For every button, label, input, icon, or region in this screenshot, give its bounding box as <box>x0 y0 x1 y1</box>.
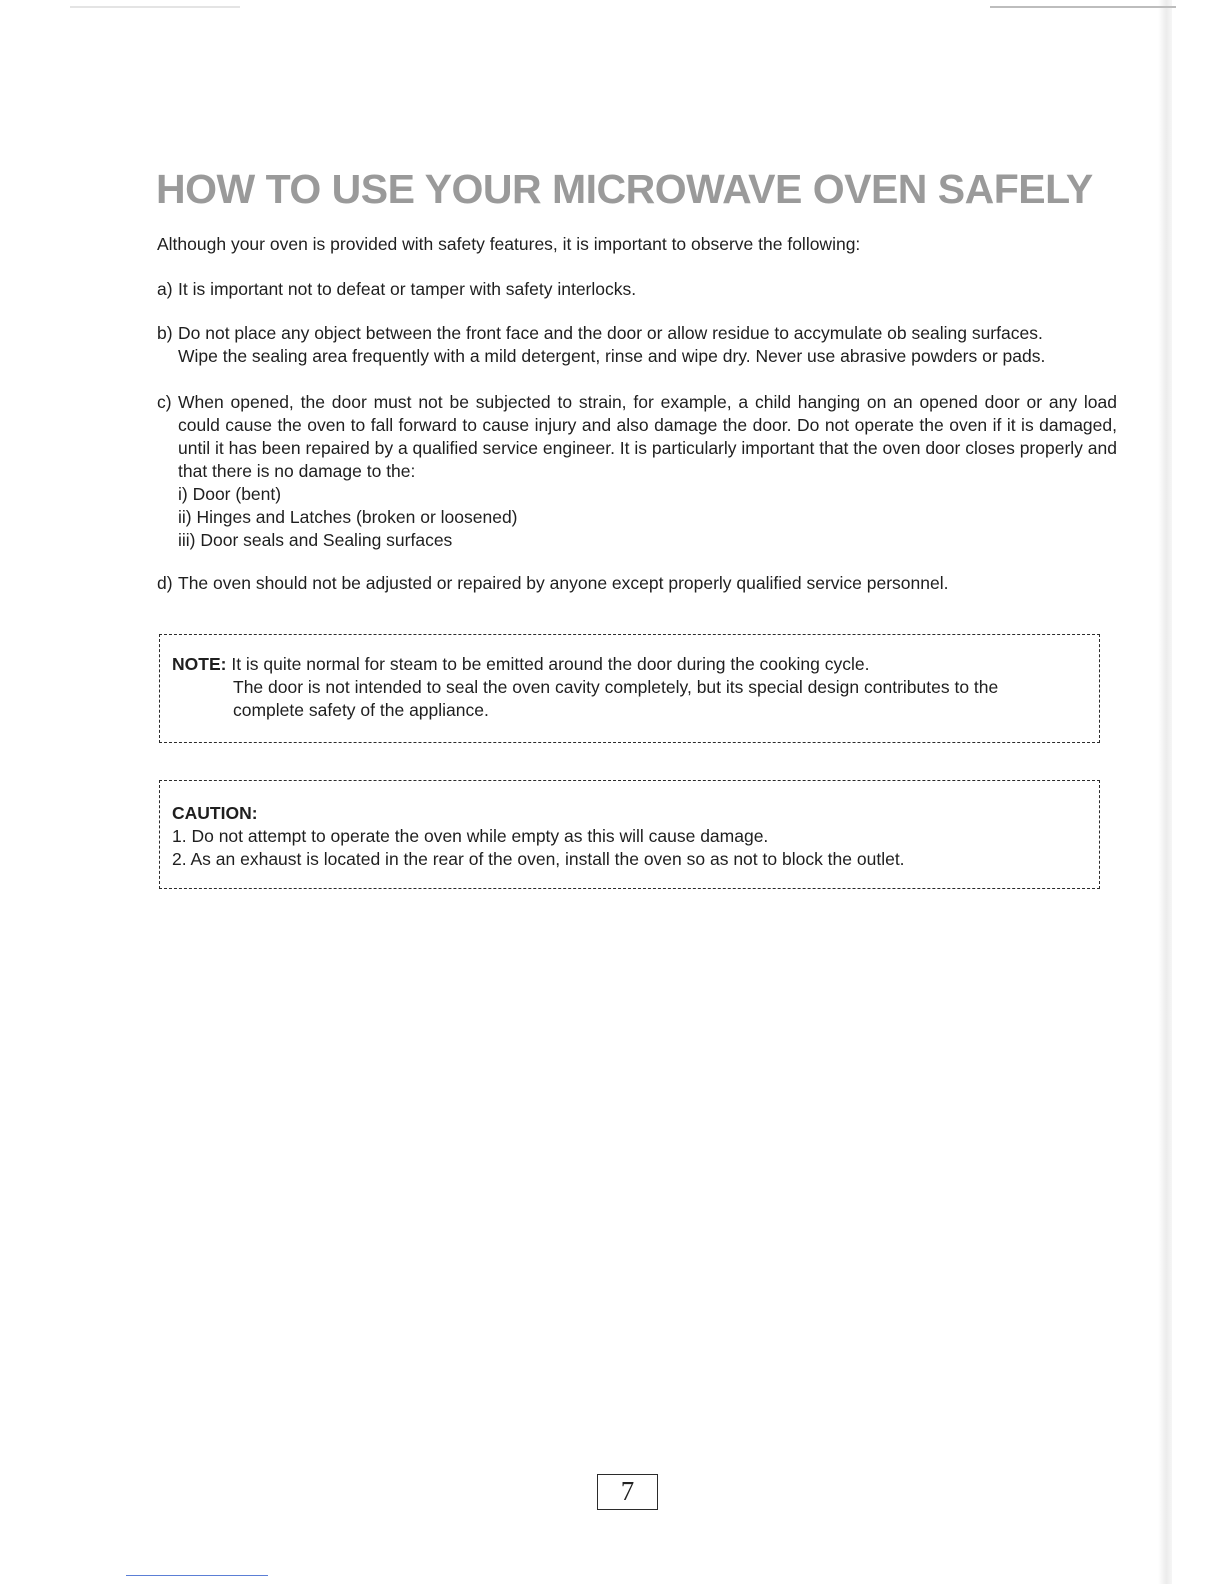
note-label: NOTE: <box>172 654 227 674</box>
caution-box <box>159 780 1100 889</box>
note-box <box>159 634 1100 743</box>
item-line: Wipe the sealing area frequently with a mild detergent, rinse and wipe dry. Never use abrasive powders or pads. <box>178 346 1046 366</box>
page-number: 7 <box>597 1474 658 1510</box>
caution-label: CAUTION: <box>172 803 258 823</box>
caution-item: 1. Do not attempt to operate the oven while empty as this will cause damage. <box>172 826 769 846</box>
caution-content <box>172 802 1079 871</box>
scan-artifact-line <box>70 6 240 8</box>
scan-shadow-edge <box>1158 0 1172 1584</box>
item-body <box>178 391 1117 552</box>
note-text: It is quite normal for steam to be emitted around the door during the cooking cycle. <box>231 654 870 674</box>
scan-artifact-line <box>990 6 1176 8</box>
note-content <box>172 653 1079 722</box>
safety-item-a <box>157 278 1117 301</box>
item-body <box>178 572 1117 595</box>
safety-item-d <box>157 572 1117 595</box>
note-continued-line: The door is not intended to seal the oven cavity completely, but its special design contributes to the <box>233 677 999 697</box>
item-marker: d) <box>157 573 173 593</box>
item-line: The oven should not be adjusted or repaired by anyone except properly qualified service personnel. <box>178 573 949 593</box>
item-marker: a) <box>157 279 173 299</box>
item-paragraph: When opened, the door must not be subjected to strain, for example, a child hanging on an opened door or any load could cause the oven to fall forward to cause injury and also damage the door. Do not operate the oven if it is damaged, until it has been repaired by a qualified service engineer. It is particularly important that the oven door closes properly and that there is no damage to the: <box>178 392 1117 481</box>
item-marker: b) <box>157 323 173 343</box>
item-body <box>178 322 1117 368</box>
scan-artifact-underline <box>126 1575 268 1576</box>
caution-item: 2. As an exhaust is located in the rear of the oven, install the oven so as not to block the outlet. <box>172 849 905 869</box>
item-marker: c) <box>157 392 172 412</box>
item-line: It is important not to defeat or tamper with safety interlocks. <box>178 279 637 299</box>
sub-list-item: iii) Door seals and Sealing surfaces <box>178 530 453 550</box>
safety-item-b <box>157 322 1117 368</box>
note-continued-line: complete safety of the appliance. <box>233 700 489 720</box>
page-title: HOW TO USE YOUR MICROWAVE OVEN SAFELY <box>156 166 1093 212</box>
caution-list <box>172 825 1079 871</box>
safety-item-c <box>157 391 1117 552</box>
note-first-line <box>172 653 1079 676</box>
sub-list-item: ii) Hinges and Latches (broken or loosened) <box>178 507 518 527</box>
item-line: Do not place any object between the front face and the door or allow residue to accymulate ob sealing surfaces. <box>178 323 1043 343</box>
item-body <box>178 278 1117 301</box>
intro-paragraph: Although your oven is provided with safety features, it is important to observe the following: <box>157 234 861 254</box>
damage-check-list <box>178 483 1117 552</box>
sub-list-item: i) Door (bent) <box>178 484 282 504</box>
